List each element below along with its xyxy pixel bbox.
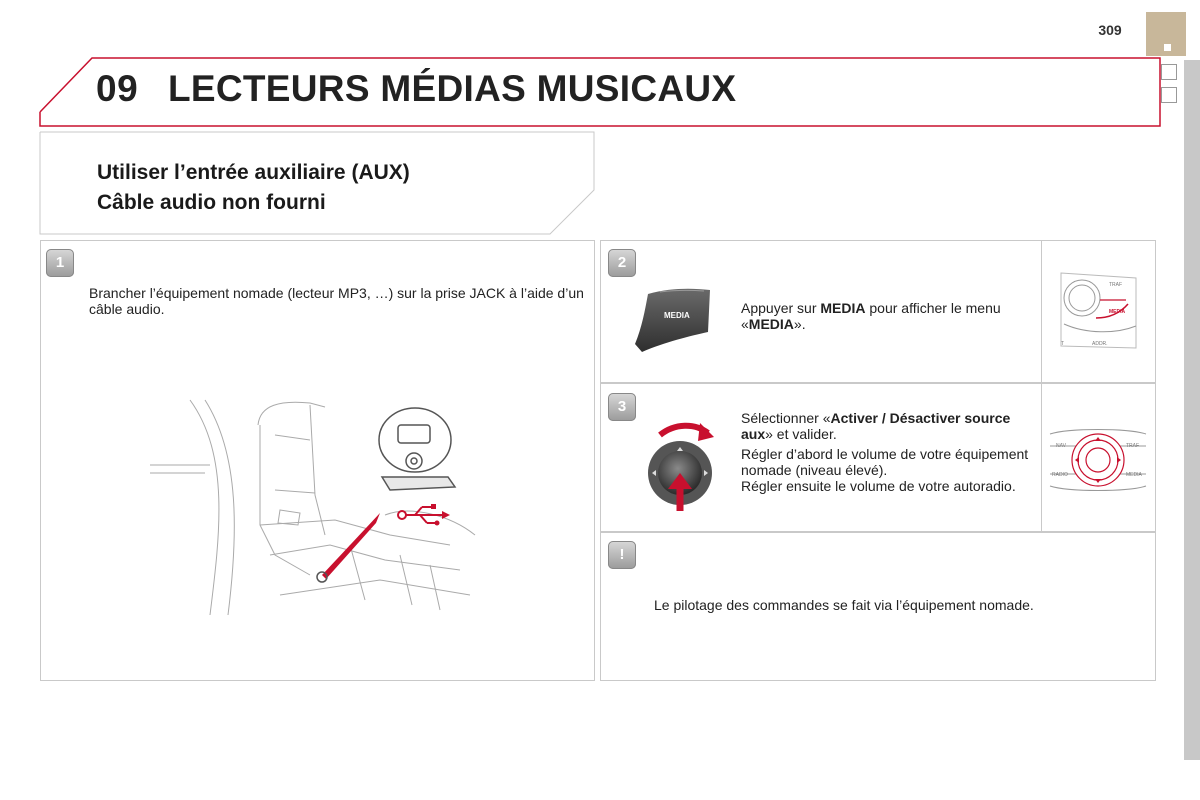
step-3-text-part: » et valider. [765,426,837,442]
thumb-media-label: MEDIA [1109,309,1126,315]
chapter-title: LECTEURS MÉDIAS MUSICAUX [168,68,737,109]
thumb-traf-label: TRAF [1126,443,1140,449]
page-number: 309 [1098,22,1122,38]
armrest-jack-illustration [150,395,480,620]
subtitle-line-1: Utiliser l’entrée auxiliaire (AUX) [97,161,410,184]
chapter-number: 09 [96,68,139,109]
note-text: Le pilotage des commandes se fait via l’équipement nomade. [654,597,1034,613]
panel-divider [1041,241,1042,382]
thumb-t-label: T [1061,341,1065,347]
warning-badge: ! [608,541,636,569]
subtitle-line-2: Câble audio non fourni [97,191,326,214]
step-2-text-part: ». [793,316,806,332]
step-3-text-bold: Activer / Désactiver source aux [741,410,1011,442]
control-panel-media-thumbnail [1056,268,1140,352]
step-1-badge: 1 [46,249,74,277]
thumb-radio-label: RADIO [1052,472,1068,478]
step-3-badge: 3 [608,393,636,421]
thumb-traf-label: TRAF [1109,282,1123,288]
step-1-text: Brancher l’équipement nomade (lecteur MP3, …) sur la prise JACK à l’aide d’un câble audio. [89,285,584,317]
step-2-text [741,300,1031,332]
panel-divider [1041,384,1042,531]
rotary-knob-illustration [640,415,720,515]
step-2-text-bold: MEDIA [748,316,794,332]
thumb-addr-label: ADDR. [1092,341,1108,347]
step-3-text [741,410,1031,494]
step-3-line-3: Régler ensuite le volume de votre autoradio. [741,478,1016,494]
step-3-line-2: Régler d’abord le volume de votre équipement nomade (niveau élevé). [741,446,1029,478]
step-2-text-bold: MEDIA [820,300,866,316]
step-2-badge: 2 [608,249,636,277]
step-3-text-part: Sélectionner « [741,410,831,426]
step-2-text-part: Appuyer sur [741,300,821,316]
thumb-media-label: MEDIA [1126,472,1142,478]
section-subtitle [97,158,410,218]
step-3-line-1 [741,410,1031,442]
thumb-nav-label: NAV [1056,443,1066,449]
control-panel-rotary-thumbnail [1048,420,1148,500]
step-2-text-part: pour afficher le menu « [741,300,1001,332]
media-button-label: MEDIA [664,311,690,320]
